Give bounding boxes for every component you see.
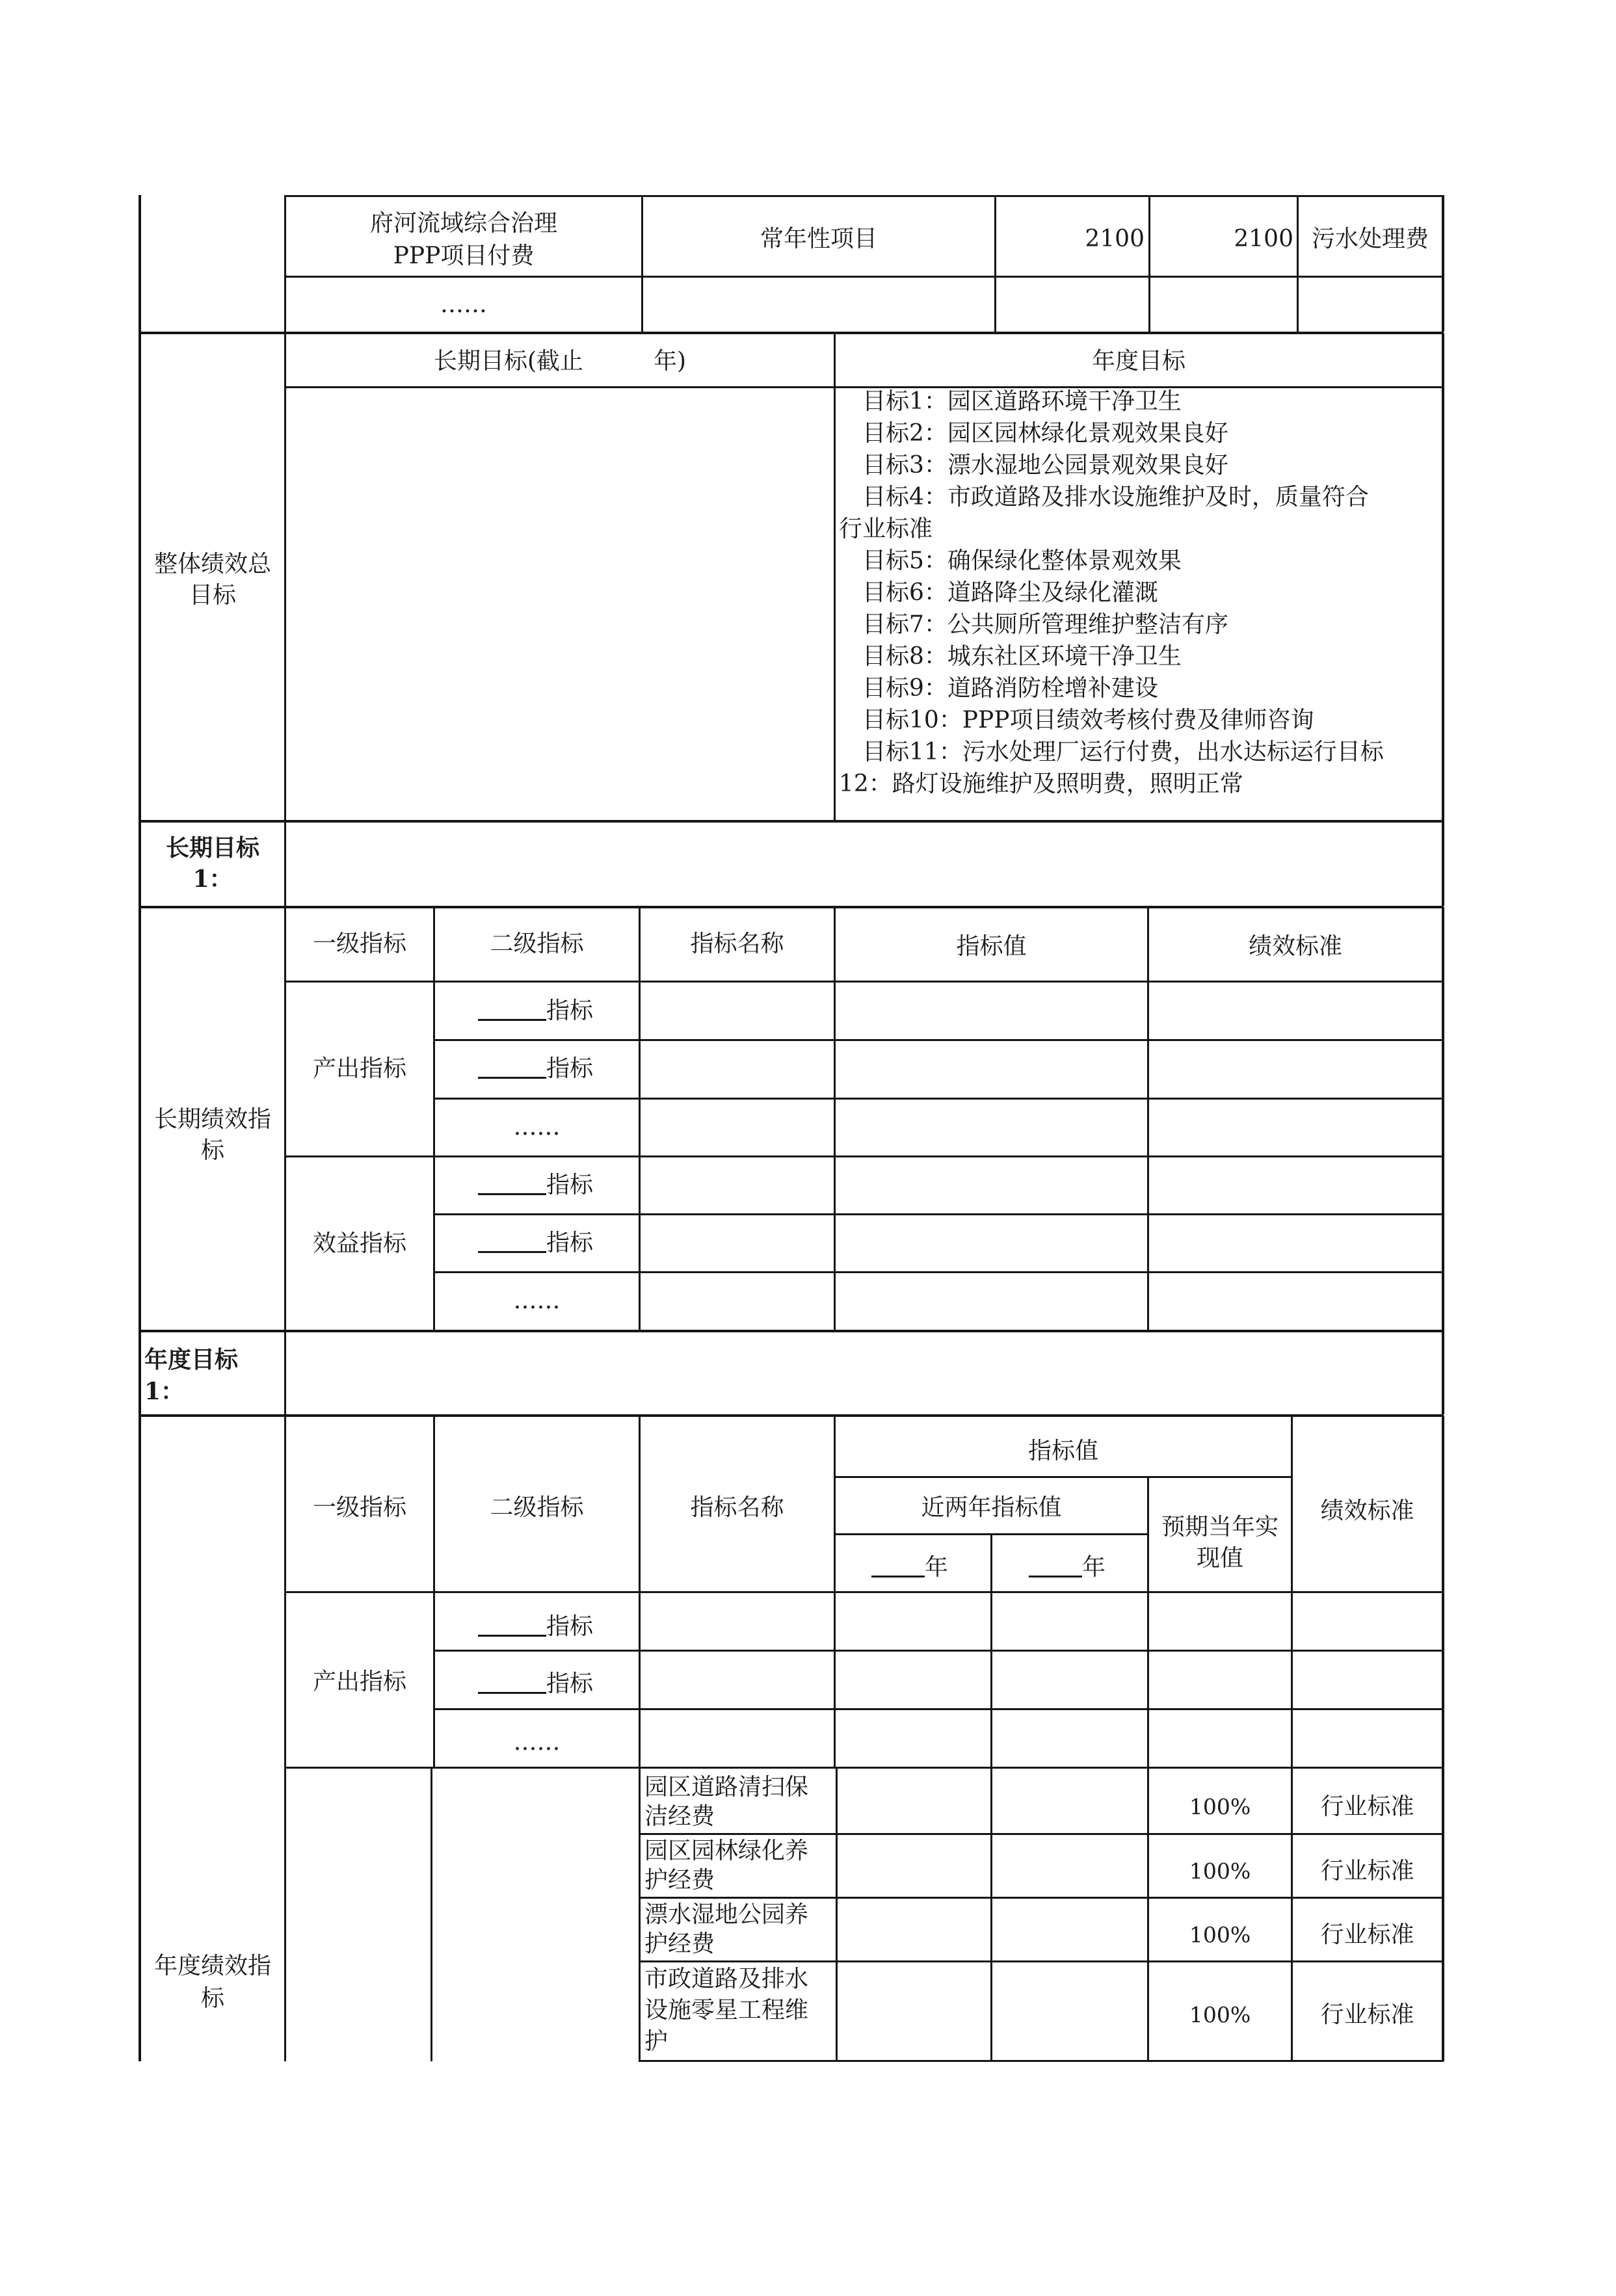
indicator-blank: 指标 <box>478 1669 593 1700</box>
fund-ellipsis: …… <box>440 291 487 318</box>
indicator-blank: 指标 <box>478 996 593 1027</box>
fund-note: 污水处理费 <box>1311 226 1429 252</box>
long-perf-label-line1: 长期绩效指 <box>153 1106 271 1133</box>
fund-type: 常年性项目 <box>760 226 877 252</box>
fund-name-line1: 府河流域综合治理 <box>369 210 557 237</box>
annual-goal-item: 目标5：确保绿化整体景观效果 <box>839 548 1182 574</box>
annual-goal-item: 目标7：公共厕所管理维护整洁有序 <box>839 611 1228 638</box>
overall-label-line1: 整体绩效总 <box>153 551 271 577</box>
fund-name-line2: PPP项目付费 <box>393 243 535 269</box>
indicator-name-line: 护经费 <box>644 1931 715 1957</box>
annual-goal-item: 目标9：道路消防栓增补建设 <box>839 675 1158 702</box>
performance-standard: 行业标准 <box>1320 1793 1414 1820</box>
ellipsis: …… <box>513 1287 561 1314</box>
header-expected-line2: 现值 <box>1196 1545 1243 1572</box>
header-level2: 二级指标 <box>490 930 584 957</box>
expected-value: 100% <box>1189 1858 1251 1884</box>
overall-label-line2: 目标 <box>189 582 236 609</box>
header-expected-line1: 预期当年实 <box>1161 1514 1278 1540</box>
annual-goal-header: 年度目标 <box>1091 348 1186 375</box>
output-indicator-label: 产出指标 <box>312 1669 406 1695</box>
indicator-name-line: 设施零星工程维 <box>644 1997 809 2024</box>
annual-goal-item: 目标4：市政道路及排水设施维护及时，质量符合 <box>839 484 1369 510</box>
long-term-goal-header: 长期目标(截止 年) <box>433 348 687 375</box>
annual-goal-item: 目标10：PPP项目绩效考核付费及律师咨询 <box>839 707 1314 733</box>
performance-standard: 行业标准 <box>1320 1921 1414 1948</box>
annual-goal-item: 目标11：污水处理厂运行付费，出水达标运行目标 <box>839 739 1384 765</box>
annual-goal-label-line1: 年度目标 <box>144 1346 239 1373</box>
annual-goal-item: 目标3：漂水湿地公园景观效果良好 <box>839 452 1228 479</box>
header-level2: 二级指标 <box>490 1494 584 1521</box>
expected-value: 100% <box>1189 1794 1251 1819</box>
indicator-name-line: 市政道路及排水 <box>644 1966 809 1992</box>
benefit-indicator-label: 效益指标 <box>312 1230 406 1257</box>
annual-goal-item: 行业标准 <box>839 516 933 542</box>
fund-amount-1: 2100 <box>1085 226 1145 252</box>
annual-goal-item: 目标2：园区园林绿化景观效果良好 <box>839 420 1228 447</box>
annual-goals-list <box>839 386 1444 800</box>
annual-goal-item: 目标6：道路降尘及绿化灌溉 <box>839 579 1158 606</box>
annual-goal-item: 12：路灯设施维护及照明费，照明正常 <box>839 771 1243 797</box>
header-standard: 绩效标准 <box>1248 933 1342 960</box>
fund-amount-2: 2100 <box>1234 226 1293 252</box>
long-perf-label-line2: 标 <box>200 1137 224 1164</box>
header-recent-values: 近两年指标值 <box>921 1494 1062 1521</box>
indicator-name-line: 园区园林绿化养 <box>644 1838 809 1864</box>
indicator-name-line: 护经费 <box>644 1867 715 1894</box>
year-blank-1: 年 <box>871 1552 948 1583</box>
header-level1: 一级指标 <box>312 930 406 957</box>
annual-goal-item: 目标1：园区道路环境干净卫生 <box>839 388 1182 415</box>
header-standard: 绩效标准 <box>1320 1498 1414 1524</box>
expected-value: 100% <box>1189 1922 1251 1947</box>
annual-goal-item: 目标8：城东社区环境干净卫生 <box>839 643 1182 670</box>
header-indicator-name: 指标名称 <box>690 1494 784 1521</box>
indicator-name-line: 洁经费 <box>644 1803 715 1830</box>
long-goal-label-line1: 长期目标 <box>165 834 259 862</box>
indicator-blank: 指标 <box>478 1170 593 1201</box>
indicator-blank: 指标 <box>478 1053 593 1085</box>
year-blank-2: 年 <box>1029 1552 1106 1583</box>
annual-goal-label-line2: 1： <box>144 1378 185 1405</box>
performance-standard: 行业标准 <box>1320 2001 1414 2028</box>
annual-perf-label-line1: 年度绩效指 <box>153 1953 271 1979</box>
performance-standard: 行业标准 <box>1320 1858 1414 1884</box>
header-indicator-value: 指标值 <box>1027 1438 1098 1464</box>
header-indicator-value: 指标值 <box>956 933 1027 960</box>
ellipsis: …… <box>513 1114 561 1141</box>
indicator-blank: 指标 <box>478 1228 593 1259</box>
annual-perf-label-line2: 标 <box>200 1985 224 2012</box>
output-indicator-label: 产出指标 <box>312 1055 406 1082</box>
ellipsis: …… <box>513 1729 561 1756</box>
long-goal-label-line2: 1： <box>192 865 233 893</box>
indicator-name-line: 漂水湿地公园养 <box>644 1901 809 1928</box>
indicator-name-line: 园区道路清扫保 <box>644 1774 809 1801</box>
expected-value: 100% <box>1189 2002 1251 2027</box>
indicator-name-line: 护 <box>644 2028 669 2055</box>
header-indicator-name: 指标名称 <box>690 930 784 957</box>
header-level1: 一级指标 <box>312 1494 406 1521</box>
indicator-blank: 指标 <box>478 1611 593 1643</box>
